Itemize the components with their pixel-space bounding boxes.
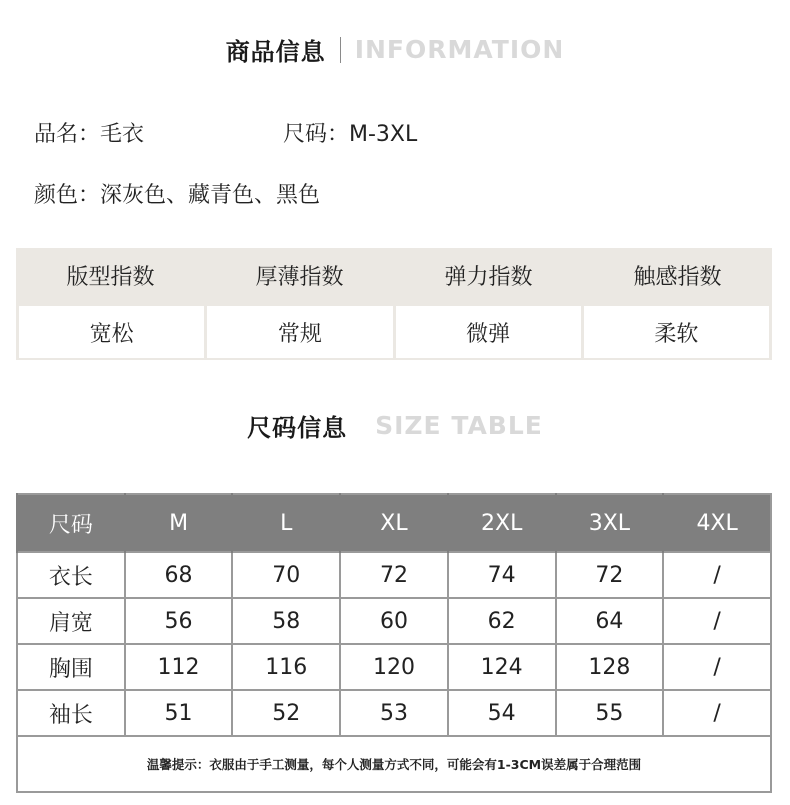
table-cell: 52 [232,690,340,736]
table-cell: 124 [448,644,556,690]
table-cell: 72 [340,552,448,598]
attribute-value-row [16,306,772,358]
measurement-note: 温馨提示：衣服由于手工测量，每个人测量方式不同，可能会有1-3CM误差属于合理范围 [17,736,771,792]
table-cell: 112 [125,644,233,690]
info-title-cn: 商品信息 [225,38,326,66]
note-row [17,736,771,792]
row-label: 袖长 [17,690,125,736]
table-cell: 55 [556,690,664,736]
info-title-en: INFORMATION [354,35,565,64]
table-row [17,644,771,690]
table-cell: 128 [556,644,664,690]
table-row [17,552,771,598]
attr-value-fit: 宽松 [19,306,204,358]
header-cell: 3XL [556,494,664,552]
row-label: 肩宽 [17,598,125,644]
table-cell: 51 [125,690,233,736]
size-title-en: SIZE TABLE [375,411,543,440]
table-cell: 53 [340,690,448,736]
size-table-header-row [17,494,771,552]
header-cell: M [125,494,233,552]
row-label: 衣长 [17,552,125,598]
attr-value-thickness: 常规 [207,306,392,358]
attribute-header-row [16,248,772,303]
table-cell: / [663,598,771,644]
table-cell: 74 [448,552,556,598]
table-cell: 58 [232,598,340,644]
attr-header-touch: 触感指数 [633,265,722,290]
info-section-title [0,32,790,67]
table-cell: 64 [556,598,664,644]
product-name: 品名：毛衣 [34,122,145,147]
table-row [17,598,771,644]
attribute-index-panel [16,248,772,360]
table-cell: 68 [125,552,233,598]
attr-value-touch: 柔软 [584,306,769,358]
header-cell: XL [340,494,448,552]
size-range: 尺码：M-3XL [283,122,418,147]
table-cell: 70 [232,552,340,598]
table-cell: 116 [232,644,340,690]
table-cell: 60 [340,598,448,644]
table-cell: 54 [448,690,556,736]
attr-value-elasticity: 微弹 [396,306,581,358]
header-cell: 4XL [663,494,771,552]
title-divider [340,37,341,63]
header-cell: L [232,494,340,552]
header-cell: 2XL [448,494,556,552]
table-cell: / [663,552,771,598]
table-cell: 56 [125,598,233,644]
attr-header-fit: 版型指数 [66,265,155,290]
table-row [17,690,771,736]
table-cell: 62 [448,598,556,644]
size-title-cn: 尺码信息 [247,414,348,442]
table-cell: 120 [340,644,448,690]
size-table [16,493,772,793]
header-cell: 尺码 [17,494,125,552]
table-cell: 72 [556,552,664,598]
table-cell: / [663,690,771,736]
size-section-title [0,408,790,443]
attr-header-elasticity: 弹力指数 [444,265,533,290]
attr-header-thickness: 厚薄指数 [255,265,344,290]
table-cell: / [663,644,771,690]
product-colors: 颜色：深灰色、藏青色、黑色 [34,183,321,208]
row-label: 胸围 [17,644,125,690]
